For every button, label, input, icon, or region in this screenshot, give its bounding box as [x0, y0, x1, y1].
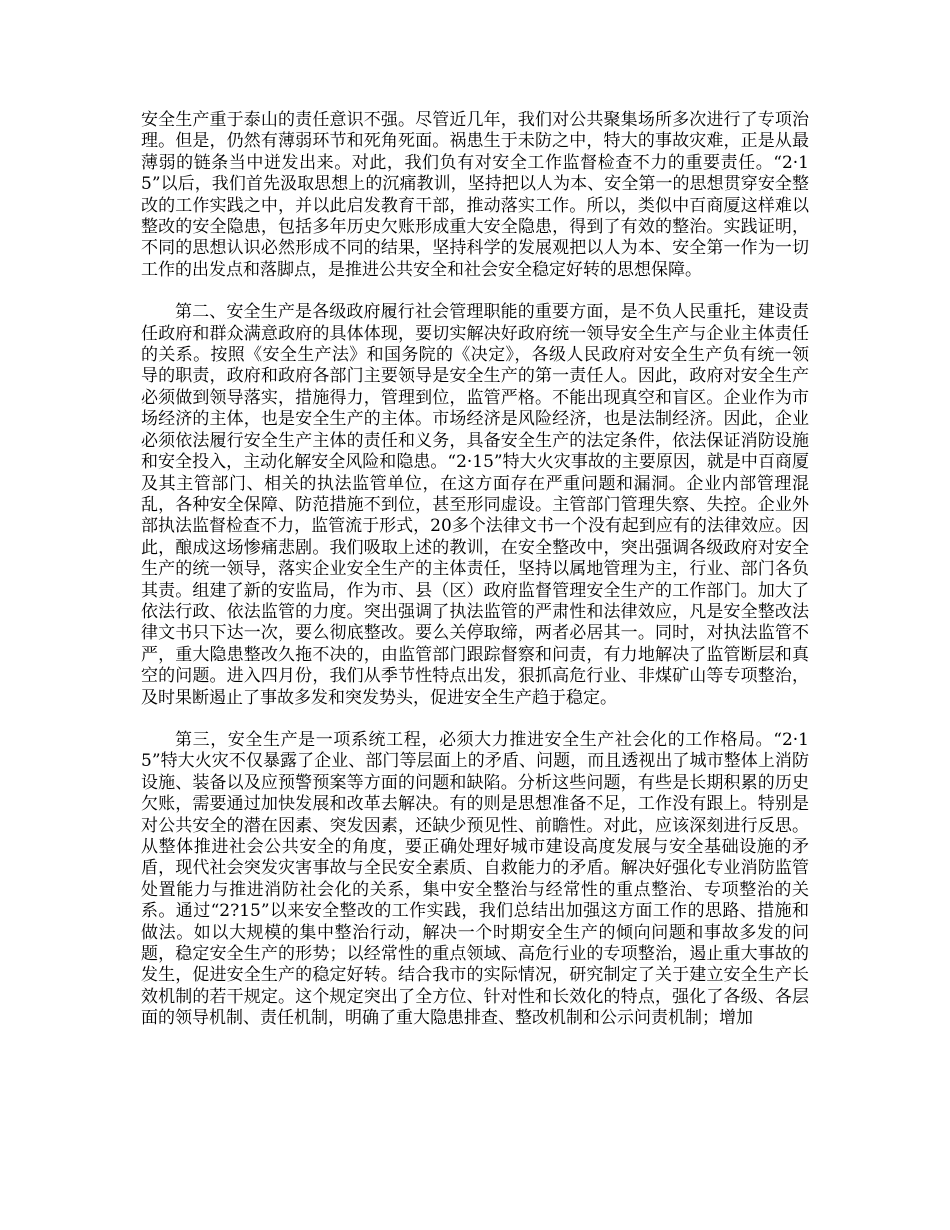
document-body	[141, 110, 809, 1051]
paragraph-1: 安全生产重于泰山的责任意识不强。尽管近几年，我们对公共聚集场所多次进行了专项治理。但是，仍然有薄弱环节和死角死面。祸患生于未防之中，特大的事故灾难，正是从最薄弱的链条当中迸发出来。对此，我们负有对安全工作监督检查不力的重要责任。“2·15”以后，我们首先汲取思想上的沉痛教训，坚持把以人为本、安全第一的思想贯穿安全整改的工作实践之中，并以此启发教育干部，推动落实工作。所以，类似中百商厦这样难以整改的安全隐患，包括多年历史欠账形成重大安全隐患，得到了有效的整治。实践证明，不同的思想认识必然形成不同的结果，坚持科学的发展观把以人为本、安全第一作为一切工作的出发点和落脚点，是推进公共安全和社会安全稳定好转的思想保障。	[141, 110, 809, 280]
paragraph-2: 第二、安全生产是各级政府履行社会管理职能的重要方面，是不负人民重托，建设责任政府和群众满意政府的具体体现，要切实解决好政府统一领导安全生产与企业主体责任的关系。按照《安全生产法》和国务院的《决定》，各级人民政府对安全生产负有统一领导的职责，政府和政府各部门主要领导是安全生产的第一责任人。因此，政府对安全生产必须做到领导落实，措施得力，管理到位，监管严格。不能出现真空和盲区。企业作为市场经济的主体，也是安全生产的主体。市场经济是风险经济，也是法制经济。因此，企业必须依法履行安全生产主体的责任和义务，具备安全生产的法定条件，依法保证消防设施和安全投入，主动化解安全风险和隐患。“2·15”特大火灾事故的主要原因，就是中百商厦及其主管部门、相关的执法监管单位，在这方面存在严重问题和漏洞。企业内部管理混乱，各种安全保障、防范措施不到位，甚至形同虚设。主管部门管理失察、失控。企业外部执法监督检查不力，监管流于形式，20多个法律文书一个没有起到应有的法律效应。因此，酿成这场惨痛悲剧。我们吸取上述的教训，在安全整改中，突出强调各级政府对安全生产的统一领导，落实企业安全生产的主体责任，坚持以属地管理为主，行业、部门各负其责。组建了新的安监局，作为市、县（区）政府监督管理安全生产的工作部门。加大了依法行政、依法监管的力度。突出强调了执法监管的严肃性和法律效应，凡是安全整改法律文书只下达一次，要么彻底整改。要么关停取缔，两者必居其一。同时，对执法监管不严，重大隐患整改久拖不决的，由监管部门跟踪督察和问责，有力地解决了监管断层和真空的问题。进入四月份，我们从季节性特点出发，狠抓高危行业、非煤矿山等专项整治，及时果断遏止了事故多发和突发势头，促进安全生产趋于稳定。	[141, 302, 809, 708]
paragraph-3: 第三，安全生产是一项系统工程，必须大力推进安全生产社会化的工作格局。“2·15”特大火灾不仅暴露了企业、部门等层面上的矛盾、问题，而且透视出了城市整体上消防设施、装备以及应预警预案等方面的问题和缺陷。分析这些问题，有些是长期积累的历史欠账，需要通过加快发展和改革去解决。有的则是思想准备不足，工作没有跟上。特别是对公共安全的潜在因素、突发因素，还缺少预见性、前瞻性。对此，应该深刻进行反思。从整体推进社会公共安全的角度，要正确处理好城市建设高度发展与安全基础设施的矛盾，现代社会突发灾害事故与全民安全素质、自救能力的矛盾。解决好强化专业消防监管处置能力与推进消防社会化的关系，集中安全整治与经常性的重点整治、专项整治的关系。通过“2?15”以来安全整改的工作实践，我们总结出加强这方面工作的思路、措施和做法。如以大规模的集中整治行动，解决一个时期安全生产的倾向问题和事故多发的问题，稳定安全生产的形势；以经常性的重点领域、高危行业的专项整治，遏止重大事故的发生，促进安全生产的稳定好转。结合我市的实际情况，研究制定了关于建立安全生产长效机制的若干规定。这个规定突出了全方位、针对性和长效化的特点，强化了各级、各层面的领导机制、责任机制，明确了重大隐患排查、整改机制和公示问责机制；增加	[141, 729, 809, 1029]
